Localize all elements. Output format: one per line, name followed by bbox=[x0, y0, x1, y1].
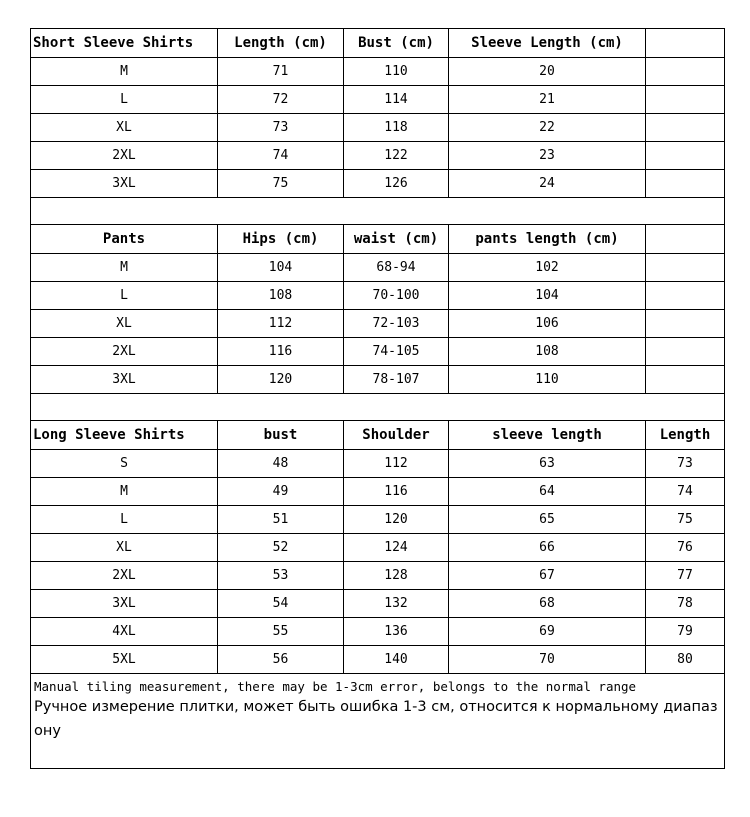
pants-value-cell bbox=[646, 282, 725, 310]
short-sleeve-header-cell bbox=[646, 29, 725, 58]
long-sleeve-value-cell: 77 bbox=[646, 562, 725, 590]
pants-value-cell: 120 bbox=[218, 366, 344, 394]
section-spacer-1-cell bbox=[31, 198, 725, 225]
pants-size-cell: XL bbox=[31, 310, 218, 338]
pants-header-cell: waist (cm) bbox=[344, 225, 449, 254]
long-sleeve-row bbox=[31, 590, 725, 618]
pants-size-cell: 2XL bbox=[31, 338, 218, 366]
pants-value-cell bbox=[646, 310, 725, 338]
long-sleeve-value-cell: 53 bbox=[218, 562, 344, 590]
long-sleeve-value-cell: 63 bbox=[449, 450, 646, 478]
pants-size-cell: L bbox=[31, 282, 218, 310]
pants-value-cell: 108 bbox=[218, 282, 344, 310]
section-spacer-2-cell bbox=[31, 394, 725, 421]
pants-header-cell: pants length (cm) bbox=[449, 225, 646, 254]
pants-header-cell: Pants bbox=[31, 225, 218, 254]
pants-value-cell: 112 bbox=[218, 310, 344, 338]
pants-size-cell: 3XL bbox=[31, 366, 218, 394]
long-sleeve-value-cell: 136 bbox=[344, 618, 449, 646]
short-sleeve-row bbox=[31, 58, 725, 86]
pants-value-cell: 106 bbox=[449, 310, 646, 338]
pants-value-cell: 102 bbox=[449, 254, 646, 282]
short-sleeve-value-cell: 118 bbox=[344, 114, 449, 142]
long-sleeve-value-cell: 120 bbox=[344, 506, 449, 534]
long-sleeve-row bbox=[31, 506, 725, 534]
long-sleeve-value-cell: 78 bbox=[646, 590, 725, 618]
short-sleeve-value-cell: 24 bbox=[449, 170, 646, 198]
long-sleeve-value-cell: 56 bbox=[218, 646, 344, 674]
long-sleeve-header-cell: Long Sleeve Shirts bbox=[31, 421, 218, 450]
long-sleeve-value-cell: 68 bbox=[449, 590, 646, 618]
measurement-note bbox=[31, 674, 725, 769]
short-sleeve-value-cell: 122 bbox=[344, 142, 449, 170]
long-sleeve-size-cell: S bbox=[31, 450, 218, 478]
long-sleeve-header-row bbox=[31, 421, 725, 450]
short-sleeve-size-cell: M bbox=[31, 58, 218, 86]
short-sleeve-value-cell: 21 bbox=[449, 86, 646, 114]
short-sleeve-value-cell: 75 bbox=[218, 170, 344, 198]
measurement-note-row bbox=[31, 674, 725, 769]
pants-value-cell bbox=[646, 338, 725, 366]
pants-row bbox=[31, 254, 725, 282]
section-spacer-2 bbox=[31, 394, 725, 421]
pants-value-cell bbox=[646, 254, 725, 282]
note-russian: Ручное измерение плитки, может быть ошибка 1-3 см, относится к нормальному диапазону bbox=[34, 699, 718, 739]
short-sleeve-size-cell: L bbox=[31, 86, 218, 114]
long-sleeve-row bbox=[31, 562, 725, 590]
pants-value-cell: 68-94 bbox=[344, 254, 449, 282]
long-sleeve-row bbox=[31, 450, 725, 478]
long-sleeve-value-cell: 80 bbox=[646, 646, 725, 674]
long-sleeve-value-cell: 79 bbox=[646, 618, 725, 646]
pants-value-cell: 104 bbox=[218, 254, 344, 282]
long-sleeve-value-cell: 140 bbox=[344, 646, 449, 674]
long-sleeve-value-cell: 70 bbox=[449, 646, 646, 674]
long-sleeve-row bbox=[31, 478, 725, 506]
short-sleeve-value-cell bbox=[646, 142, 725, 170]
short-sleeve-size-cell: 2XL bbox=[31, 142, 218, 170]
pants-value-cell: 78-107 bbox=[344, 366, 449, 394]
short-sleeve-header-cell: Length (cm) bbox=[218, 29, 344, 58]
short-sleeve-value-cell: 110 bbox=[344, 58, 449, 86]
pants-value-cell: 72-103 bbox=[344, 310, 449, 338]
long-sleeve-size-cell: M bbox=[31, 478, 218, 506]
pants-row bbox=[31, 338, 725, 366]
long-sleeve-size-cell: 5XL bbox=[31, 646, 218, 674]
short-sleeve-value-cell: 20 bbox=[449, 58, 646, 86]
long-sleeve-header-cell: sleeve length bbox=[449, 421, 646, 450]
short-sleeve-value-cell: 73 bbox=[218, 114, 344, 142]
size-chart-table bbox=[30, 28, 725, 769]
long-sleeve-value-cell: 73 bbox=[646, 450, 725, 478]
long-sleeve-row bbox=[31, 534, 725, 562]
short-sleeve-row bbox=[31, 142, 725, 170]
short-sleeve-value-cell bbox=[646, 86, 725, 114]
section-spacer-1 bbox=[31, 198, 725, 225]
short-sleeve-value-cell: 71 bbox=[218, 58, 344, 86]
long-sleeve-value-cell: 75 bbox=[646, 506, 725, 534]
short-sleeve-header-cell: Sleeve Length (cm) bbox=[449, 29, 646, 58]
long-sleeve-value-cell: 128 bbox=[344, 562, 449, 590]
short-sleeve-value-cell bbox=[646, 58, 725, 86]
long-sleeve-value-cell: 49 bbox=[218, 478, 344, 506]
pants-value-cell bbox=[646, 366, 725, 394]
pants-row bbox=[31, 310, 725, 338]
pants-row bbox=[31, 282, 725, 310]
short-sleeve-row bbox=[31, 170, 725, 198]
pants-value-cell: 116 bbox=[218, 338, 344, 366]
short-sleeve-value-cell: 74 bbox=[218, 142, 344, 170]
long-sleeve-value-cell: 51 bbox=[218, 506, 344, 534]
short-sleeve-value-cell bbox=[646, 170, 725, 198]
pants-header-cell: Hips (cm) bbox=[218, 225, 344, 254]
pants-value-cell: 74-105 bbox=[344, 338, 449, 366]
long-sleeve-value-cell: 112 bbox=[344, 450, 449, 478]
pants-row bbox=[31, 366, 725, 394]
long-sleeve-size-cell: XL bbox=[31, 534, 218, 562]
short-sleeve-header-cell: Short Sleeve Shirts bbox=[31, 29, 218, 58]
long-sleeve-value-cell: 124 bbox=[344, 534, 449, 562]
long-sleeve-header-cell: bust bbox=[218, 421, 344, 450]
short-sleeve-value-cell: 126 bbox=[344, 170, 449, 198]
long-sleeve-value-cell: 74 bbox=[646, 478, 725, 506]
short-sleeve-header-row bbox=[31, 29, 725, 58]
long-sleeve-value-cell: 52 bbox=[218, 534, 344, 562]
short-sleeve-value-cell bbox=[646, 114, 725, 142]
short-sleeve-row bbox=[31, 114, 725, 142]
short-sleeve-size-cell: XL bbox=[31, 114, 218, 142]
long-sleeve-value-cell: 116 bbox=[344, 478, 449, 506]
pants-value-cell: 108 bbox=[449, 338, 646, 366]
long-sleeve-size-cell: 2XL bbox=[31, 562, 218, 590]
long-sleeve-header-cell: Shoulder bbox=[344, 421, 449, 450]
short-sleeve-row bbox=[31, 86, 725, 114]
long-sleeve-value-cell: 67 bbox=[449, 562, 646, 590]
pants-value-cell: 70-100 bbox=[344, 282, 449, 310]
long-sleeve-header-cell: Length bbox=[646, 421, 725, 450]
pants-value-cell: 110 bbox=[449, 366, 646, 394]
short-sleeve-size-cell: 3XL bbox=[31, 170, 218, 198]
pants-value-cell: 104 bbox=[449, 282, 646, 310]
short-sleeve-value-cell: 23 bbox=[449, 142, 646, 170]
long-sleeve-value-cell: 65 bbox=[449, 506, 646, 534]
long-sleeve-row bbox=[31, 618, 725, 646]
long-sleeve-value-cell: 64 bbox=[449, 478, 646, 506]
pants-header-cell bbox=[646, 225, 725, 254]
long-sleeve-value-cell: 69 bbox=[449, 618, 646, 646]
long-sleeve-value-cell: 76 bbox=[646, 534, 725, 562]
short-sleeve-header-cell: Bust (cm) bbox=[344, 29, 449, 58]
short-sleeve-value-cell: 114 bbox=[344, 86, 449, 114]
long-sleeve-value-cell: 55 bbox=[218, 618, 344, 646]
pants-size-cell: M bbox=[31, 254, 218, 282]
long-sleeve-value-cell: 54 bbox=[218, 590, 344, 618]
long-sleeve-row bbox=[31, 646, 725, 674]
long-sleeve-value-cell: 48 bbox=[218, 450, 344, 478]
long-sleeve-size-cell: L bbox=[31, 506, 218, 534]
long-sleeve-size-cell: 4XL bbox=[31, 618, 218, 646]
long-sleeve-value-cell: 66 bbox=[449, 534, 646, 562]
long-sleeve-size-cell: 3XL bbox=[31, 590, 218, 618]
size-chart-body bbox=[31, 29, 725, 769]
short-sleeve-value-cell: 22 bbox=[449, 114, 646, 142]
long-sleeve-value-cell: 132 bbox=[344, 590, 449, 618]
pants-header-row bbox=[31, 225, 725, 254]
short-sleeve-value-cell: 72 bbox=[218, 86, 344, 114]
note-english: Manual tiling measurement, there may be 1-3cm error, belongs to the normal range bbox=[34, 679, 637, 694]
